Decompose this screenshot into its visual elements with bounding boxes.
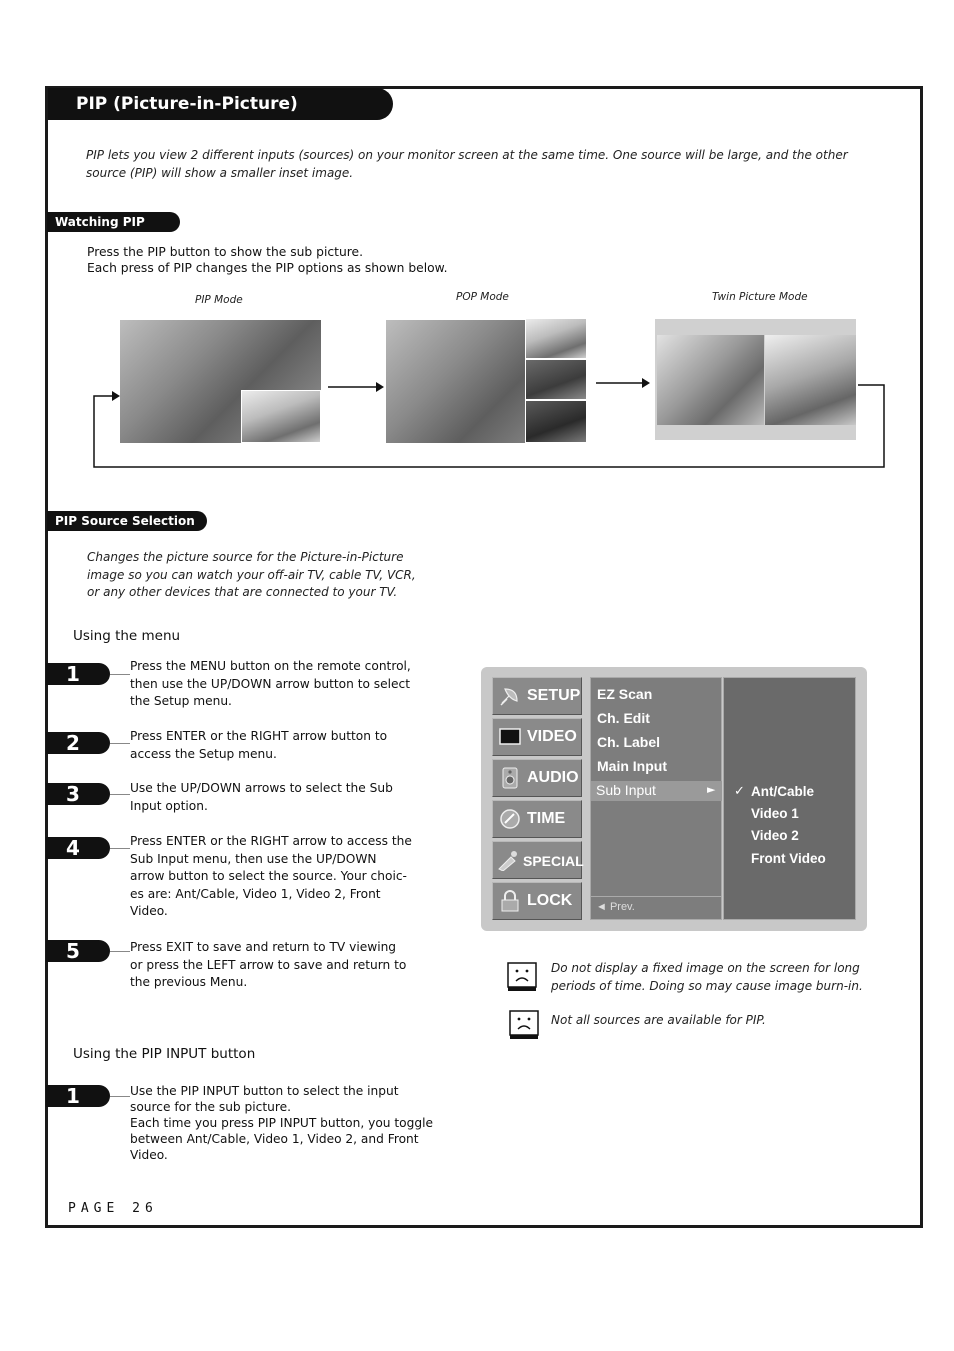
menu-category-audio[interactable]: [492, 759, 582, 797]
menu-category-video[interactable]: [492, 718, 582, 756]
step-number: 2: [46, 732, 110, 754]
note-line: periods of time. Doing so may cause image burn-in.: [551, 978, 863, 993]
padlock-icon: [499, 890, 521, 912]
step-number: 4: [46, 837, 110, 859]
step-line: source for the sub picture.: [130, 1100, 291, 1114]
step-line: Press EXIT to save and return to TV viewing: [130, 940, 397, 954]
using-pip-input-heading: Using the PIP INPUT button: [73, 1046, 256, 1062]
category-label: VIDEO: [527, 728, 577, 745]
step-line: between Ant/Cable, Video 1, Video 2, and Front: [130, 1132, 419, 1146]
step-rule: [110, 1096, 130, 1097]
clock-icon: [499, 808, 521, 830]
section-title: PIP (Picture-in-Picture): [48, 88, 393, 120]
page-number: PAGE 26: [68, 1201, 158, 1216]
step-text: [130, 939, 420, 992]
step-number: 3: [46, 783, 110, 805]
menu-item-sub-input: Sub Input: [596, 782, 656, 798]
step-text: [130, 780, 420, 815]
option-video-1[interactable]: Video 1: [751, 806, 799, 821]
description-line: or any other devices that are connected to your TV.: [87, 585, 398, 599]
step-line: access the Setup menu.: [130, 746, 277, 761]
menu-category-time[interactable]: [492, 800, 582, 838]
step-line: Press ENTER or the RIGHT arrow button to: [130, 729, 388, 743]
step-text: [130, 658, 420, 711]
step-line: Use the PIP INPUT button to select the input: [130, 1084, 399, 1098]
option-video-2[interactable]: Video 2: [751, 828, 799, 843]
tv-screen-icon: [499, 726, 521, 748]
step-rule: [110, 848, 130, 849]
menu-item-sub-input-highlight[interactable]: [591, 781, 722, 801]
step-rule: [110, 951, 130, 952]
step-line: Sub Input menu, then use the UP/DOWN: [130, 851, 377, 866]
speaker-icon: [499, 767, 521, 789]
pop-mode-caption: POP Mode: [456, 291, 509, 303]
sad-face-icon: [509, 1010, 539, 1040]
step-line: the previous Menu.: [130, 975, 248, 989]
using-menu-heading: Using the menu: [73, 628, 181, 644]
twin-mode-caption: Twin Picture Mode: [712, 291, 808, 303]
menu-divider: [591, 896, 722, 897]
step-text: [130, 833, 420, 921]
description-line: Changes the picture source for the Picture-in-Picture: [87, 550, 404, 564]
watching-pip-text: [87, 244, 587, 276]
check-icon: ✓: [734, 784, 745, 799]
intro-text: [86, 147, 866, 182]
menu-item-ch-label[interactable]: Ch. Label: [597, 734, 661, 750]
step-line: Use the UP/DOWN arrows to select the Sub: [130, 781, 393, 795]
step-text: [130, 728, 420, 763]
category-label: TIME: [527, 810, 566, 827]
prev-button[interactable]: ◄ Prev.: [596, 901, 635, 913]
note-line: Not all sources are available for PIP.: [551, 1013, 766, 1027]
burn-in-note: [551, 960, 871, 995]
menu-category-special[interactable]: [492, 841, 582, 879]
option-front-video[interactable]: Front Video: [751, 851, 826, 866]
category-label: LOCK: [527, 892, 573, 909]
step-number: 5: [46, 940, 110, 962]
step-line: Press ENTER or the RIGHT arrow to access the: [130, 834, 412, 848]
category-label: SETUP: [527, 687, 581, 704]
note-line: Do not display a fixed image on the screen for long: [551, 961, 860, 975]
category-label: AUDIO: [527, 769, 579, 786]
step-line: or press the LEFT arrow to save and return to: [130, 957, 407, 972]
step-line: es are: Ant/Cable, Video 1, Video 2, Front: [130, 886, 381, 901]
menu-category-setup[interactable]: [492, 677, 582, 715]
watching-pip-line: Press the PIP button to show the sub picture.: [87, 245, 364, 259]
intro-line: source (PIP) will show a smaller inset image.: [86, 165, 354, 180]
magic-wand-icon: [497, 849, 519, 871]
option-ant-cable[interactable]: Ant/Cable: [751, 784, 815, 799]
pip-source-heading: PIP Source Selection: [47, 511, 207, 531]
step-line: Each time you press PIP INPUT button, you toggle: [130, 1116, 433, 1130]
pip-mode-caption: PIP Mode: [195, 294, 243, 306]
step-line: Input option.: [130, 798, 208, 813]
step-rule: [110, 674, 130, 675]
satellite-dish-icon: [499, 685, 521, 707]
menu-item-ch-edit[interactable]: Ch. Edit: [597, 710, 650, 726]
step-text: [130, 1083, 440, 1163]
step-line: the Setup menu.: [130, 694, 232, 708]
step-line: then use the UP/DOWN arrow button to select: [130, 676, 411, 691]
watching-pip-line: Each press of PIP changes the PIP options as shown below.: [87, 261, 448, 275]
step-line: Press the MENU button on the remote control,: [130, 659, 411, 673]
watching-pip-heading: Watching PIP: [47, 212, 180, 232]
step-line: Video.: [130, 1148, 168, 1162]
mode-cycle-arrows: [90, 375, 890, 472]
menu-item-main-input[interactable]: Main Input: [597, 758, 667, 774]
pip-source-description: [87, 549, 447, 602]
step-line: arrow button to select the source. Your choic-: [130, 869, 407, 883]
step-number: 1: [46, 1085, 110, 1107]
step-number: 1: [46, 663, 110, 685]
intro-line: PIP lets you view 2 different inputs (sources) on your monitor screen at the same time. One source will be large, and the other: [86, 148, 848, 162]
menu-category-lock[interactable]: [492, 882, 582, 920]
step-rule: [110, 743, 130, 744]
right-arrow-icon: ►: [707, 783, 716, 796]
category-label: SPECIAL: [523, 853, 584, 869]
description-line: image so you can watch your off-air TV, cable TV, VCR,: [87, 567, 416, 582]
pop-inset-image: [525, 318, 587, 359]
sources-note: [551, 1012, 871, 1030]
step-line: Video.: [130, 904, 168, 918]
step-rule: [110, 794, 130, 795]
menu-item-ez-scan[interactable]: EZ Scan: [597, 686, 653, 702]
sad-face-icon: [507, 962, 537, 992]
